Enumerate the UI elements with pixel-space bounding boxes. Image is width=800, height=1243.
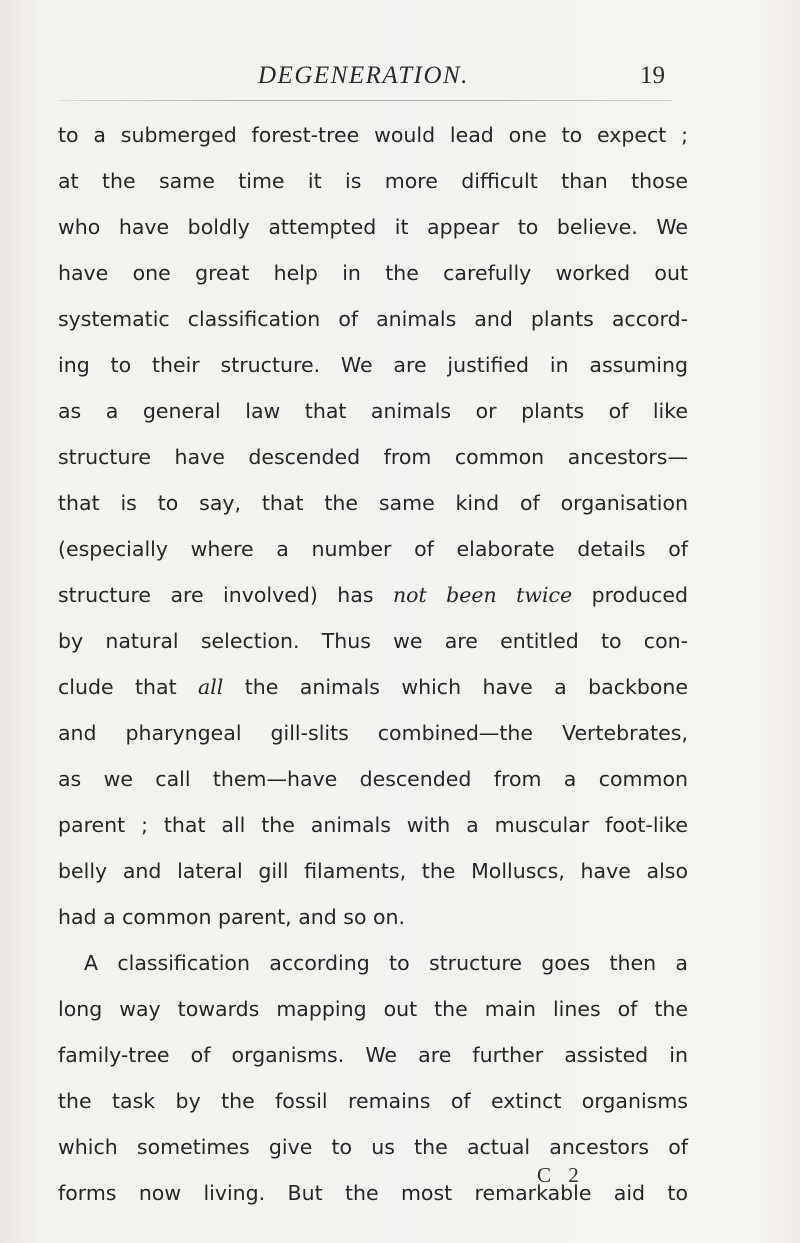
text-line: that is to say, that the same kind of organisation xyxy=(58,491,688,515)
text-line: ing to their structure. We are justified in assuming xyxy=(58,353,688,377)
text-line: to a submerged forest-tree would lead one to expect ; xyxy=(58,123,688,147)
text-line: and pharyngeal gill-slits combined—the Vertebrates, xyxy=(58,721,688,745)
text-line: as we call them—have descended from a common xyxy=(58,767,688,791)
text-line: long way towards mapping out the main lines of the xyxy=(58,997,688,1021)
text-line: had a common parent, and so on. xyxy=(58,905,406,929)
text-line: parent ; that all the animals with a muscular foot-like xyxy=(58,813,688,837)
text-line: structure have descended from common ancestors— xyxy=(58,445,688,469)
text-line: have one great help in the carefully worked out xyxy=(58,261,688,285)
body-text xyxy=(58,112,688,1216)
text-line: as a general law that animals or plants of like xyxy=(58,399,688,423)
italic-emphasis: not been twice xyxy=(392,583,573,607)
signature-mark: C 2 xyxy=(537,1163,585,1187)
running-title: DEGENERATION. xyxy=(258,62,469,89)
running-head xyxy=(0,62,800,98)
header-rule xyxy=(60,100,672,101)
text-line: forms now living. But the most remarkable aid to xyxy=(58,1181,688,1205)
text-line: belly and lateral gill filaments, the Molluscs, have also xyxy=(58,859,688,883)
text-line: (especially where a number of elaborate details of xyxy=(58,537,688,561)
text-line: A classification according to structure goes then a xyxy=(84,951,688,975)
text-line: by natural selection. Thus we are entitled to con- xyxy=(58,629,688,653)
italic-emphasis: all xyxy=(198,675,224,699)
text-line: the task by the fossil remains of extinct organisms xyxy=(58,1089,688,1113)
text-line: which sometimes give to us the actual ancestors of xyxy=(58,1135,688,1159)
text-line: clude that all the animals which have a backbone xyxy=(58,675,689,699)
text-line: who have boldly attempted it appear to believe. We xyxy=(58,215,688,239)
text-line: systematic classification of animals and plants accord- xyxy=(58,307,688,331)
text-line: family-tree of organisms. We are further assisted in xyxy=(58,1043,688,1067)
text-line: structure are involved) has not been twice produced xyxy=(58,583,689,607)
page-number: 19 xyxy=(640,62,665,89)
text-line: at the same time it is more difficult than those xyxy=(58,169,688,193)
